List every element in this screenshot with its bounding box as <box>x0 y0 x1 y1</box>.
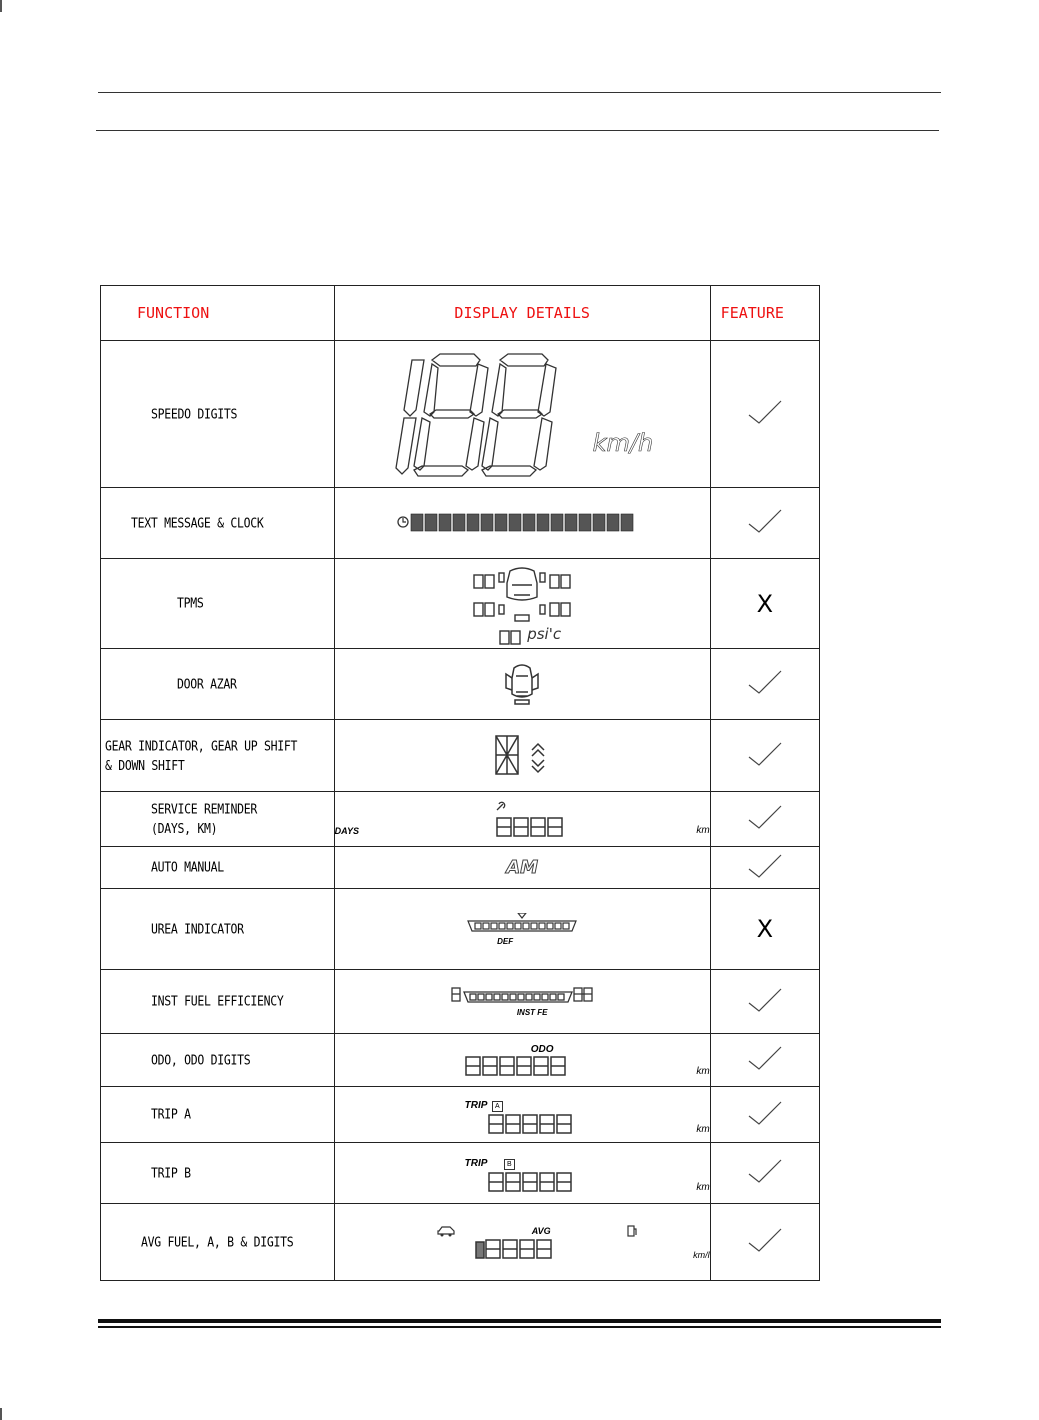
table-row <box>101 792 820 847</box>
function-label: ODO, ODO DIGITS <box>151 1051 251 1068</box>
trip-a-badge-icon: A <box>492 1101 503 1112</box>
table-row <box>101 559 820 649</box>
table-row <box>101 847 820 889</box>
table-row <box>101 1034 820 1087</box>
function-label: INST FUEL EFFICIENCY <box>151 992 284 1009</box>
trip-b-km-unit: km <box>696 1182 710 1193</box>
urea-gauge-display <box>466 913 578 937</box>
table-header-row <box>101 286 820 341</box>
urea-def-label: DEF <box>497 936 514 946</box>
odo-km-unit: km <box>696 1065 710 1077</box>
header-display-details: DISPLAY DETAILS <box>334 286 710 341</box>
check-icon <box>745 1100 785 1130</box>
header-rule-top <box>98 92 941 93</box>
trip-a-digits-display <box>487 1113 573 1135</box>
table-row <box>101 649 820 720</box>
table-row <box>101 488 820 559</box>
table-row <box>101 341 820 488</box>
function-label: TEXT MESSAGE & CLOCK <box>131 514 264 531</box>
avg-fuel-digits-display <box>474 1238 554 1260</box>
function-label: GEAR INDICATOR, GEAR UP SHIFT & DOWN SHIFT <box>105 737 298 773</box>
page-edge-mark <box>0 0 2 12</box>
trip-b-digits-display <box>487 1171 573 1193</box>
footer-rule-thin <box>98 1326 941 1328</box>
check-icon <box>745 399 785 429</box>
service-days-label: DAYS <box>334 826 359 836</box>
check-icon <box>745 1045 785 1075</box>
odo-digits-display <box>464 1055 566 1077</box>
function-label: TRIP A <box>151 1105 191 1122</box>
check-icon <box>745 853 785 883</box>
header-function: FUNCTION <box>101 286 335 341</box>
avg-fuel-unit: km/l <box>693 1250 710 1260</box>
function-label: TRIP B <box>151 1164 191 1181</box>
footer-rule-thick <box>98 1319 941 1323</box>
header-feature: FEATURE <box>710 286 819 341</box>
check-icon <box>745 987 785 1017</box>
service-km-unit: km <box>696 825 710 836</box>
table-row <box>101 720 820 792</box>
function-label: SERVICE REMINDER (DAYS, KM) <box>151 800 257 837</box>
service-reminder-digits <box>495 800 567 838</box>
function-label: TPMS <box>177 594 204 611</box>
function-label: AVG FUEL, A, B & DIGITS <box>141 1233 294 1250</box>
avg-label: AVG <box>531 1226 551 1236</box>
odo-label: ODO <box>530 1043 554 1055</box>
tpms-unit: psi'c <box>527 624 562 643</box>
text-message-clock-display <box>397 512 647 534</box>
trip-b-label: TRIP <box>464 1158 488 1169</box>
check-icon <box>745 741 785 771</box>
trip-b-badge-icon: B <box>504 1159 515 1170</box>
check-icon <box>745 669 785 699</box>
function-label: UREA INDICATOR <box>151 920 244 937</box>
table-row <box>101 1143 820 1204</box>
page-edge-mark <box>0 1408 2 1420</box>
trip-a-label: TRIP <box>464 1099 488 1111</box>
check-icon <box>745 508 785 538</box>
feature-table <box>100 285 820 1281</box>
table-row <box>101 889 820 970</box>
inst-fe-label: INST FE <box>516 1008 548 1017</box>
function-label: AUTO MANUAL <box>151 858 224 875</box>
speedo-digits-display <box>392 352 652 477</box>
speedo-unit: km/h <box>592 428 654 457</box>
fuel-pump-icon <box>626 1224 638 1238</box>
check-icon <box>745 804 785 834</box>
check-icon <box>745 1158 785 1188</box>
trip-a-km-unit: km <box>696 1123 710 1135</box>
function-label: SPEEDO DIGITS <box>151 405 238 422</box>
inst-fuel-efficiency-display <box>450 986 594 1008</box>
door-ajar-car-icon <box>504 662 540 706</box>
table-row <box>101 1087 820 1143</box>
table-row <box>101 1204 820 1281</box>
x-mark-icon: X <box>756 589 774 618</box>
header-rule-bottom <box>96 130 939 131</box>
function-label: DOOR AZAR <box>177 675 237 692</box>
auto-manual-label: AM <box>506 857 539 878</box>
x-mark-icon: X <box>756 915 774 943</box>
check-icon <box>745 1227 785 1257</box>
gear-indicator-display <box>492 734 552 778</box>
car-icon <box>436 1225 456 1237</box>
table-row <box>101 970 820 1034</box>
